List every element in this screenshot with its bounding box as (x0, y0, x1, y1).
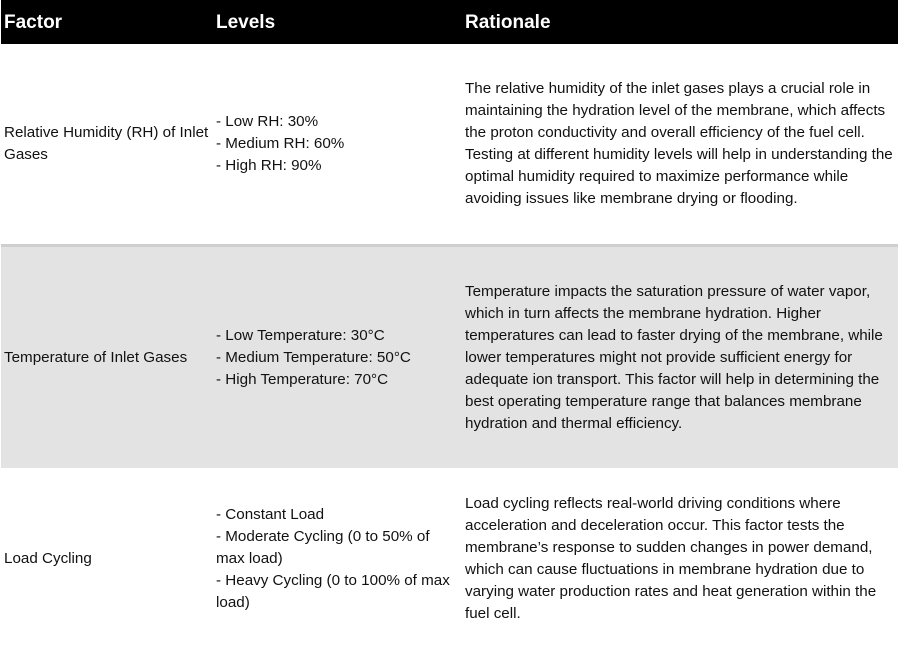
header-levels: Levels (216, 12, 276, 33)
table-row (1, 468, 898, 650)
level-item: - High RH: 90% (216, 157, 322, 174)
levels-cell (215, 325, 465, 391)
table-header (1, 0, 898, 44)
factor-cell: Relative Humidity (RH) of Inlet Gases (4, 124, 209, 163)
table-row (1, 44, 898, 244)
levels-list (216, 504, 459, 614)
levels-list (216, 111, 459, 177)
factor-cell: Load Cycling (4, 550, 92, 567)
level-item: - Moderate Cycling (0 to 50% of max load) (216, 528, 430, 567)
level-item: - Heavy Cycling (0 to 100% of max load) (216, 572, 450, 611)
header-rationale: Rationale (465, 12, 551, 33)
level-item: - Low Temperature: 30°C (216, 326, 385, 344)
levels-cell (215, 504, 465, 614)
level-item: - High Temperature: 70°C (216, 370, 389, 388)
table-row (1, 244, 898, 468)
level-item: - Medium Temperature: 50°C (216, 348, 411, 366)
levels-cell (215, 111, 465, 177)
rationale-cell: The relative humidity of the inlet gases plays a crucial role in maintaining the hydration level of the membrane, which affects the proton conductivity and overall efficiency of the fuel cell. Testing at different humidity levels will help in understanding the optimal humidity required to maximize performance while avoiding issues like membrane drying or flooding. (465, 80, 893, 207)
rationale-cell: Load cycling reflects real-world driving conditions where acceleration and deceleration occur. This factor tests the membrane’s response to sudden changes in power demand, which can cause fluctuations in membrane hydration due to varying water production rates and heat generation within the fuel cell. (465, 495, 877, 622)
level-item: - Low RH: 30% (216, 113, 319, 130)
factors-table (1, 0, 898, 650)
levels-list (216, 325, 459, 391)
factor-cell: Temperature of Inlet Gases (4, 348, 188, 366)
header-factor: Factor (4, 12, 63, 33)
level-item: - Medium RH: 60% (216, 135, 345, 152)
rationale-cell: Temperature impacts the saturation pressure of water vapor, which in turn affects the membrane hydration. Higher temperatures can lead to faster drying of the membrane, while lower temperatures might not provide sufficient energy for adequate ion transport. This factor will help in determining the best operating temperature range that balances membrane hydration and thermal efficiency. (465, 282, 883, 432)
level-item: - Constant Load (216, 506, 325, 523)
